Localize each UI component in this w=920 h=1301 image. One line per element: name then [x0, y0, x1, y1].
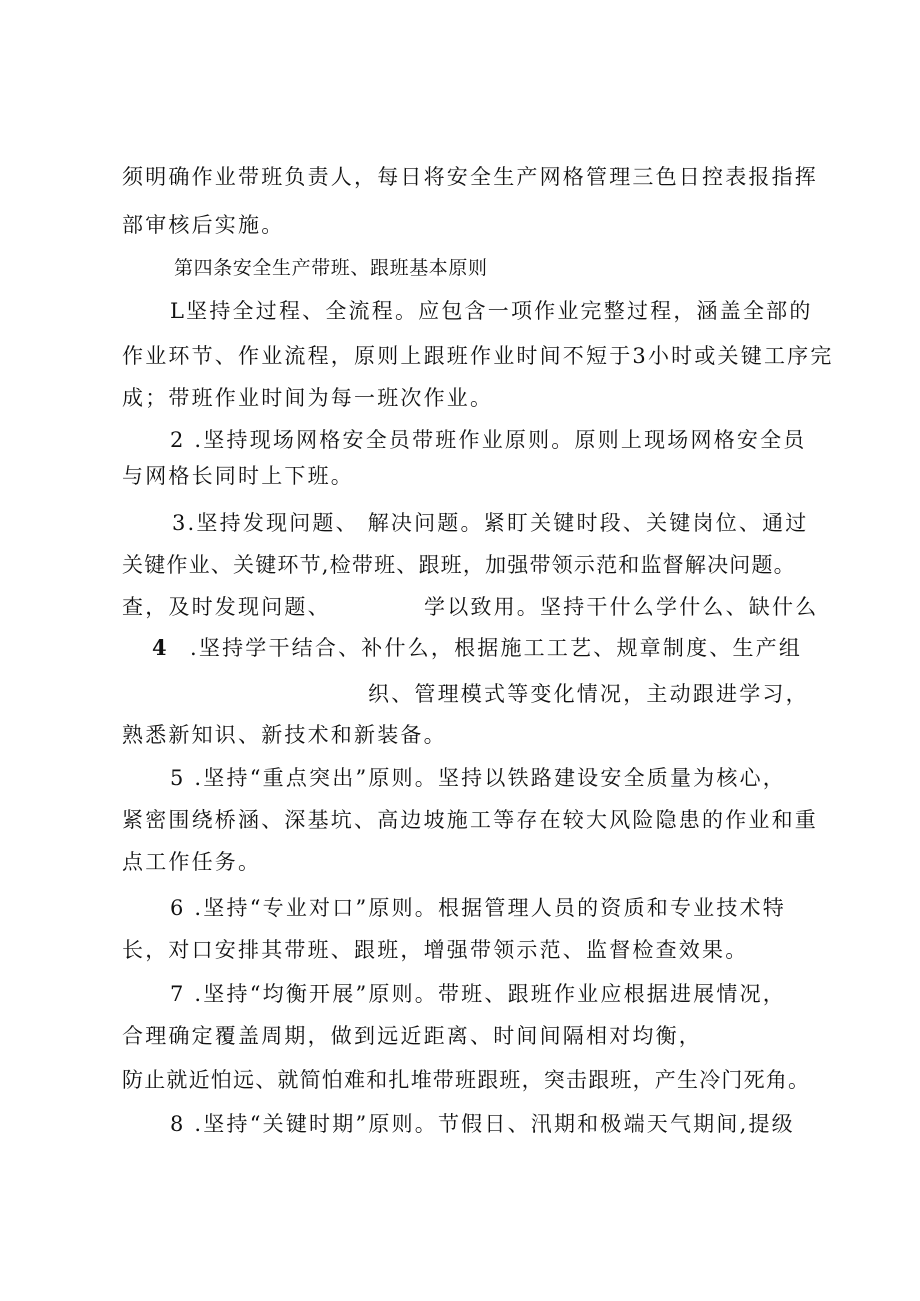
text-line-7: 2 .坚持现场网格安全员带班作业原则。原则上现场网格安全员 [170, 428, 807, 452]
text-line-15: 5 .坚持“重点突出”原则。坚持以铁路建设安全质量为核心， [170, 766, 786, 790]
text-line-8: 与网格长同时上下班。 [122, 464, 354, 488]
text-line-6: 成；带班作业时间为每一班次作业。 [122, 386, 494, 410]
text-line-13: 织、管理模式等变化情况，主动跟进学习， [368, 682, 809, 706]
section-heading: 第四条安全生产带班、跟班基本原则 [174, 257, 488, 279]
text-line-16: 紧密围绕桥涵、深基坑、高边坡施工等存在较大风险隐患的作业和重 [122, 808, 818, 832]
item-number-4: 4 [152, 635, 169, 660]
text-line-14: 熟悉新知识、新技术和新装备。 [122, 723, 447, 747]
text-line-20: 7 .坚持“均衡开展”原则。带班、跟班作业应根据进展情况， [170, 982, 786, 1006]
text-line-19: 长，对口安排其带班、跟班，增强带领示范、监督检查效果。 [122, 938, 749, 962]
text-line-21: 合理确定覆盖周期，做到远近距离、时间间隔相对均衡， [122, 1024, 702, 1048]
text-line-4: L坚持全过程、全流程。应包含一项作业完整过程，涵盖全部的 [170, 299, 813, 323]
text-line-10: 关键作业、关键环节,检带班、跟班，加强带领示范和监督解决问题。 [122, 553, 796, 577]
text-line-18: 6 .坚持“专业对口”原则。根据管理人员的资质和专业技术特 [170, 896, 786, 920]
text-line-9: 3.坚持发现问题、 解决问题。紧盯关键时段、关键岗位、通过 [172, 511, 809, 535]
text-line-5: 作业环节、作业流程，原则上跟班作业时间不短于3小时或关键工序完 [122, 344, 834, 368]
text-line-11b: 学以致用。坚持干什么学什么、缺什么 [424, 595, 819, 619]
text-line-2: 部审核后实施。 [122, 213, 285, 237]
text-line-22: 防止就近怕远、就简怕难和扎堆带班跟班，突击跟班，产生冷门死角。 [122, 1068, 811, 1092]
text-line-12: .坚持学干结合、补什么，根据施工工艺、规章制度、生产组 [190, 636, 803, 660]
text-line-11a: 查，及时发现问题、 [122, 595, 331, 619]
text-line-23: 8 .坚持“关键时期”原则。节假日、汛期和极端天气期间,提级 [170, 1112, 795, 1136]
text-line-17: 点工作任务。 [122, 850, 262, 874]
text-line-1: 须明确作业带班负责人，每日将安全生产网格管理三色日控表报指挥 [122, 165, 818, 189]
